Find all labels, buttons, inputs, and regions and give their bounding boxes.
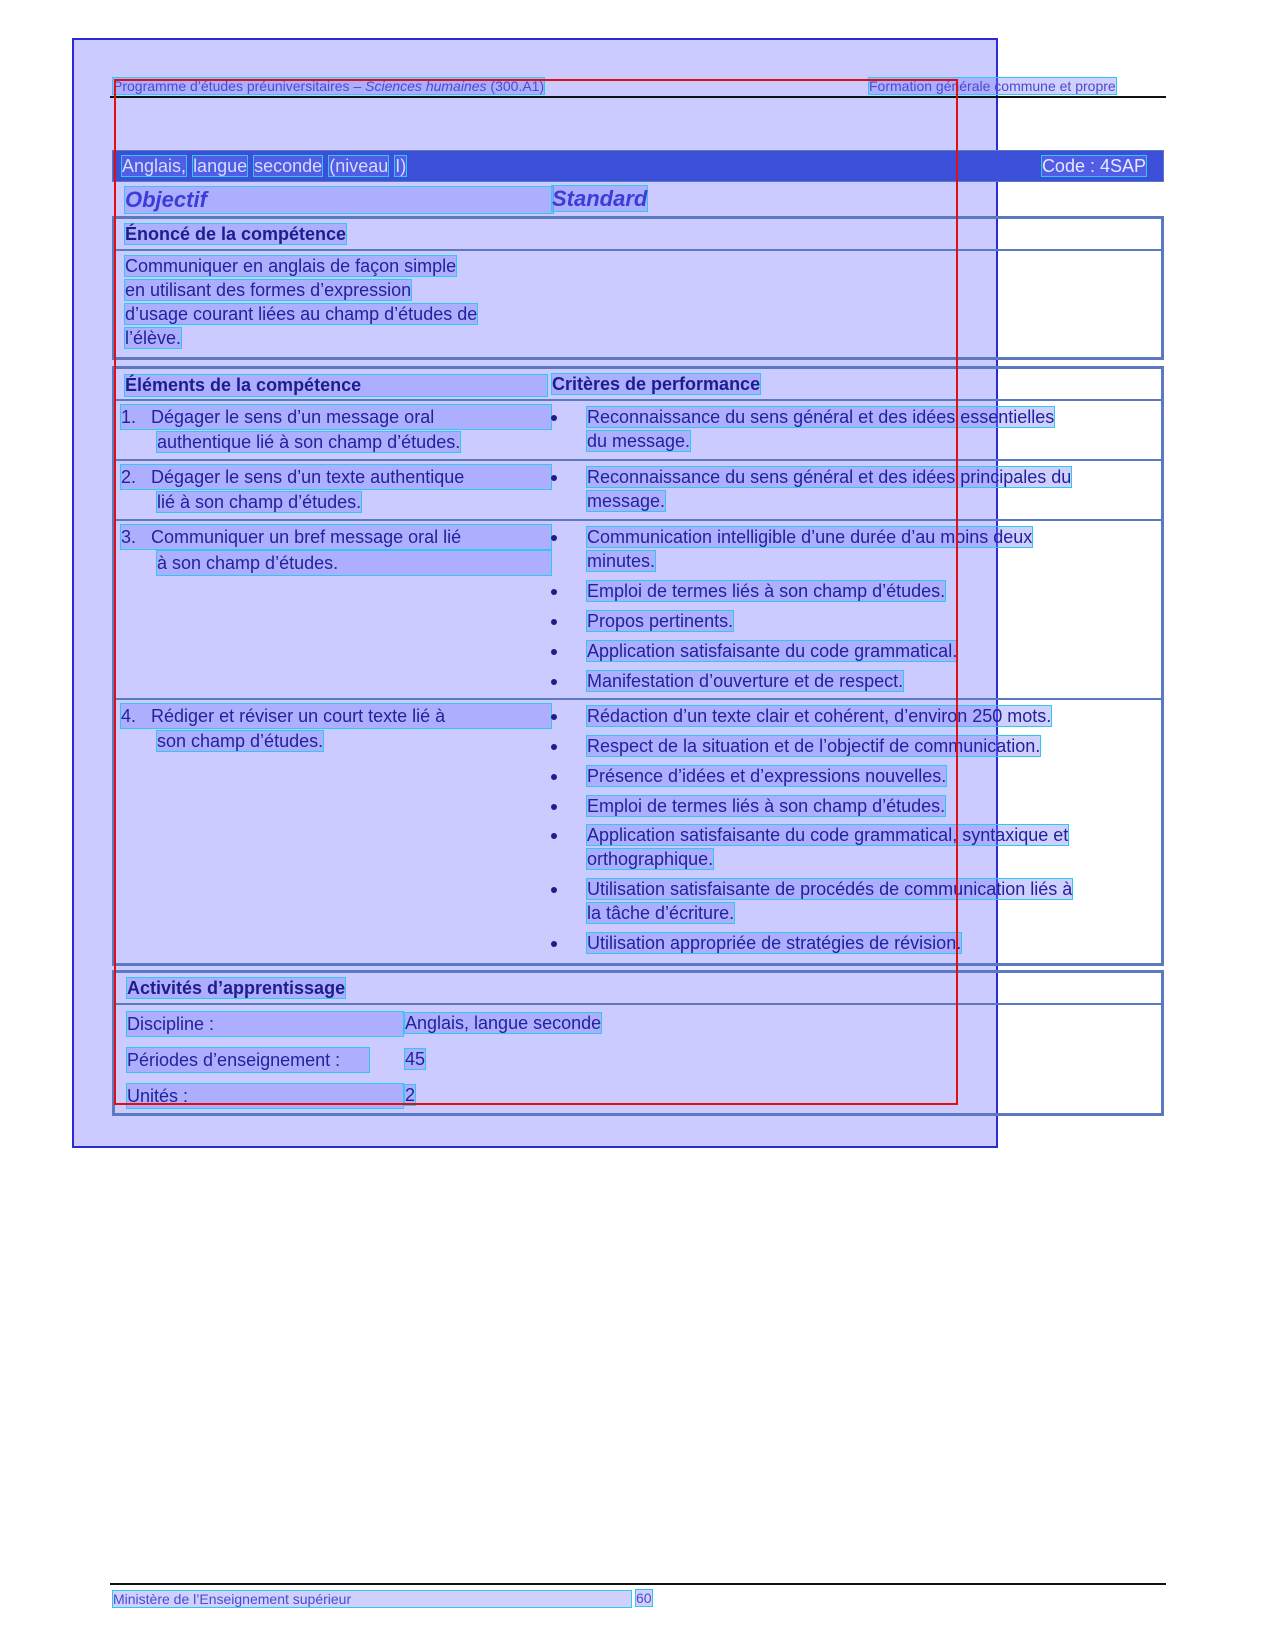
course-title-word: I) (395, 156, 407, 176)
course-code: Code : 4SAP (1041, 156, 1146, 176)
units-label: Unités : (126, 1083, 404, 1109)
header-program-code: (300.A1) (486, 78, 545, 94)
criterion-text: Manifestation d’ouverture et de respect. (587, 671, 904, 691)
footer-ministry: Ministère de l’Enseignement supérieur (112, 1590, 632, 1608)
objective-label: Objectif (124, 186, 554, 214)
course-title-word: langue (193, 156, 248, 176)
element-text: son champ d’études. (157, 731, 324, 751)
criterion-text: Reconnaissance du sens général et des idées principales du (587, 467, 1072, 487)
element-number: 4. (121, 706, 137, 726)
criterion-text: Reconnaissance du sens général et des idées essentielles (587, 407, 1055, 427)
criterion-text: Utilisation satisfaisante de procédés de communication liés à (587, 879, 1073, 899)
criterion-text: message. (587, 491, 666, 511)
element-text: Dégager le sens d’un message oral (151, 407, 435, 427)
criterion-text: Communication intelligible d’une durée d’au moins deux (587, 527, 1033, 547)
criterion-text: orthographique. (587, 849, 714, 869)
criterion-text: Propos pertinents. (587, 611, 734, 631)
criterion-text: Emploi de termes liés à son champ d’études. (587, 581, 946, 601)
criterion-text: du message. (587, 431, 691, 451)
selection-frame (114, 79, 958, 1105)
page-number: 60 (636, 1590, 652, 1606)
competence-line: en utilisant des formes d’expression (125, 280, 412, 300)
element-number: 1. (121, 407, 137, 427)
periods-value: 45 (405, 1049, 426, 1069)
course-title-word: Anglais, (122, 156, 187, 176)
criterion-text: la tâche d’écriture. (587, 903, 735, 923)
criterion-text: Application satisfaisante du code grammatical. (587, 641, 958, 661)
criterion-text: Application satisfaisante du code grammatical, syntaxique et (587, 825, 1069, 845)
competence-line: d’usage courant liées au champ d’études de (125, 304, 478, 324)
competence-line: l’élève. (125, 328, 182, 348)
criterion-text: Utilisation appropriée de stratégies de révision. (587, 933, 962, 953)
periods-label: Périodes d’enseignement : (126, 1047, 370, 1073)
element-text: authentique lié à son champ d’études. (157, 432, 461, 452)
criterion-text: Rédaction d’un texte clair et cohérent, d’environ 250 mots. (587, 706, 1052, 726)
header-formation: Formation générale commune et propre (869, 78, 1116, 94)
units-value: 2 (405, 1085, 416, 1105)
competence-heading: Énoncé de la compétence (125, 224, 347, 244)
element-number: 2. (121, 467, 137, 487)
header-prefix: Programme d’études préuniversitaires – (113, 78, 366, 94)
discipline-value: Anglais, langue seconde (405, 1013, 602, 1033)
competence-line: Communiquer en anglais de façon simple (125, 256, 457, 276)
element-text: à son champ d’études. (156, 550, 552, 576)
element-text: Communiquer un bref message oral lié (151, 527, 462, 547)
header-program-name: Sciences humaines (365, 78, 487, 94)
criterion-text: minutes. (587, 551, 656, 571)
criterion-text: Présence d’idées et d’expressions nouvelles. (587, 766, 947, 786)
course-title-word: (niveau (329, 156, 389, 176)
course-title-word: seconde (254, 156, 323, 176)
standard-label: Standard (552, 186, 648, 211)
element-number: 3. (121, 527, 137, 547)
criterion-text: Respect de la situation et de l’objectif de communication. (587, 736, 1041, 756)
element-text: lié à son champ d’études. (157, 492, 362, 512)
criterion-text: Emploi de termes liés à son champ d’études. (587, 796, 946, 816)
element-text: Rédiger et réviser un court texte lié à (151, 706, 446, 726)
elements-heading: Éléments de la compétence (124, 374, 548, 397)
element-text: Dégager le sens d’un texte authentique (151, 467, 465, 487)
activities-heading: Activités d’apprentissage (127, 978, 346, 998)
footer-rule (110, 1583, 1166, 1585)
criteria-heading: Critères de performance (552, 374, 761, 394)
discipline-label: Discipline : (126, 1011, 404, 1037)
